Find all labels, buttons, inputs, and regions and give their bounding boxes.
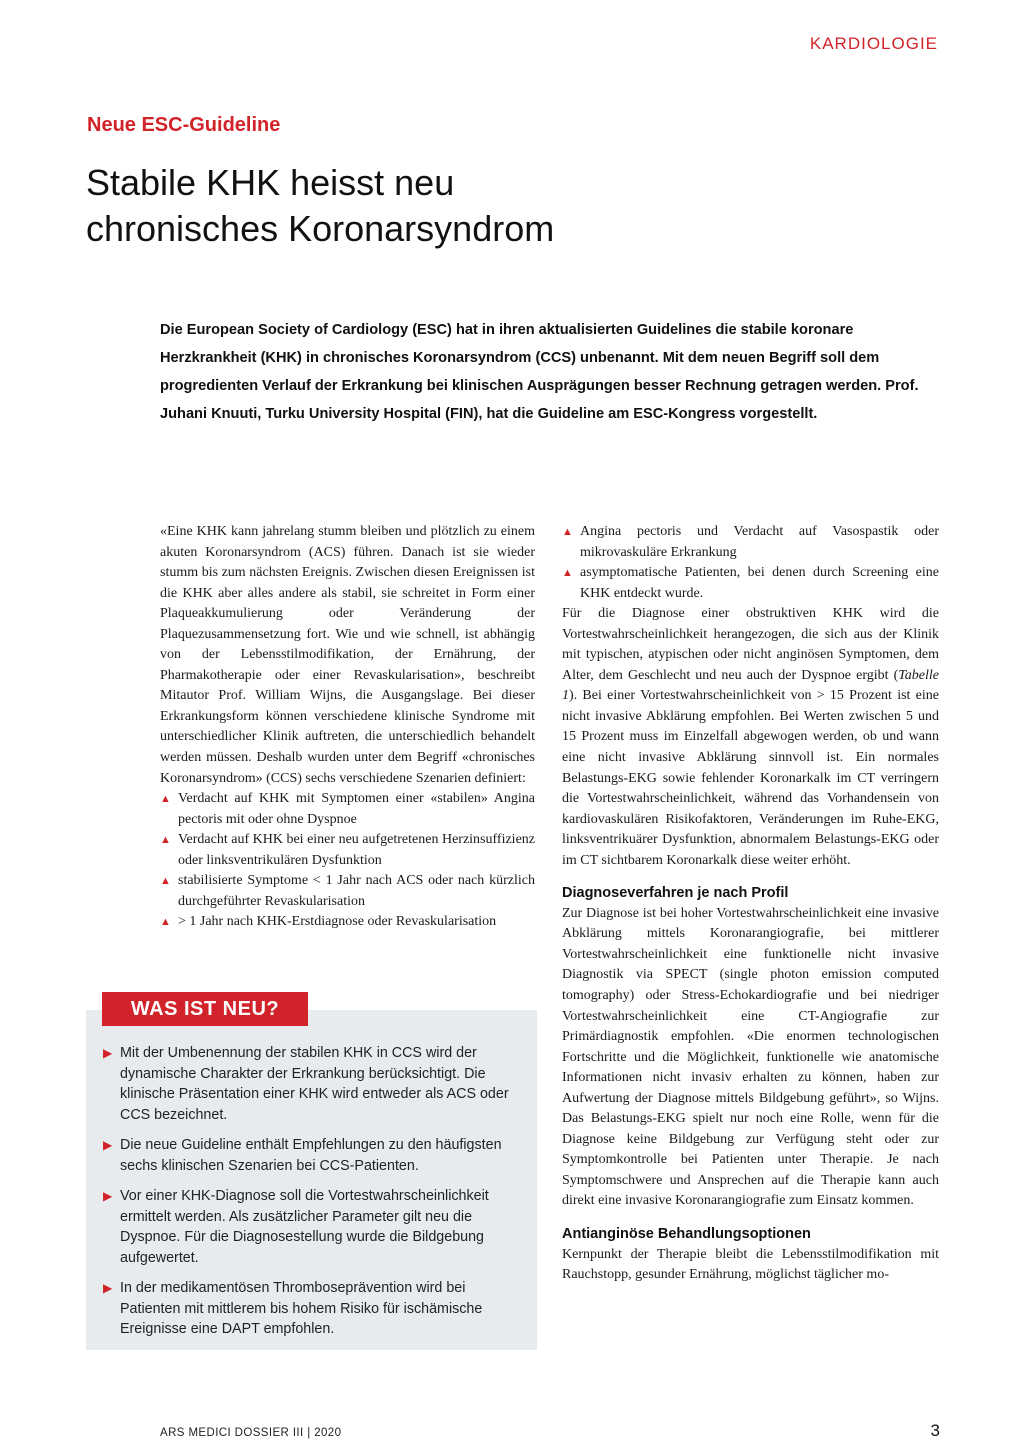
- triangle-bullet-icon: ▲: [160, 875, 171, 888]
- arrow-bullet-icon: ▶: [103, 1046, 113, 1060]
- list-item-text: Die neue Guideline enthält Empfehlungen zu den häufigsten sechs klinischen Szenarien bei CCS-Patienten.: [120, 1137, 502, 1174]
- arrow-bullet-icon: ▶: [103, 1138, 113, 1152]
- list-item: [562, 522, 939, 563]
- list-item: [103, 1135, 527, 1176]
- list-item-text: asymptomatische Patienten, bei denen durch Screening eine KHK entdeckt wurde.: [580, 565, 939, 601]
- right-column: [562, 522, 939, 1286]
- triangle-bullet-icon: ▲: [160, 916, 171, 929]
- list-item: [160, 912, 535, 933]
- list-item: [103, 1278, 527, 1340]
- list-item-text: Verdacht auf KHK bei einer neu aufgetretenen Herzinsuffizienz oder linksventrikulären Dysfunktion: [178, 832, 535, 868]
- scenario-list-left: [160, 789, 535, 933]
- list-item-text: Angina pectoris und Verdacht auf Vasospastik oder mikrovaskuläre Erkrankung: [580, 524, 939, 560]
- triangle-bullet-icon: ▲: [160, 834, 171, 847]
- list-item-text: stabilisierte Symptome < 1 Jahr nach ACS oder nach kürzlich durchgeführter Revaskularisation: [178, 873, 535, 909]
- lead-paragraph: Die European Society of Cardiology (ESC) hat in ihren aktualisierten Guidelines die stabile koronare Herzkrankheit (KHK) in chronisches Koronarsyndrom (CCS) unbenannt. Mit dem neuen Begriff soll dem progredienten Verlauf der Erkrankung bei klinischen Ausprägungen besser Rechnung getragen werden. Prof. Juhani Knuuti, Turku University Hospital (FIN), hat die Guideline am ESC-Kongress vorgestellt.: [160, 322, 919, 422]
- list-item: [103, 1186, 527, 1268]
- scenario-list-right: [562, 522, 939, 604]
- list-item-text: Verdacht auf KHK mit Symptomen einer «stabilen» Angina pectoris mit oder ohne Dyspnoe: [178, 791, 535, 827]
- info-box-label: WAS IST NEU?: [102, 992, 308, 1026]
- list-item-text: Vor einer KHK-Diagnose soll die Vortestwahrscheinlichkeit ermittelt werden. Als zusätzlicher Parameter gilt neu die Dyspnoe. Für die Diagnosestellung wurde die Bildgebung aufgewertet.: [120, 1188, 489, 1266]
- treatment-paragraph: Kernpunkt der Therapie bleibt die Lebensstilmodifikation mit Rauchstopp, gesunder Ernährung, möglichst täglicher mo-: [562, 1246, 939, 1283]
- info-box-list: [103, 1043, 527, 1350]
- publication-footer: ARS MEDICI DOSSIER III | 2020: [160, 1427, 342, 1439]
- list-item: [103, 1043, 527, 1125]
- section-tag: KARDIOLOGIE: [809, 34, 938, 53]
- diagnostics-paragraph: Zur Diagnose ist bei hoher Vortestwahrscheinlichkeit eine invasive Abklärung mittels Koronarangiografie, bei mittlerer Vortestwahrscheinlichkeit eine funktionelle nicht invasive Diagnostik via SPECT (single photon emission computed tomography) oder Stress-Echokardiografie und bei niedriger Vortestwahrscheinlichkeit eine CT-Angiografie zur Primärdiagnostik empfohlen. «Die enormen technologischen Fortschritte und die Möglichkeit, funktionelle wie anatomische Informationen nicht invasiv erhalten zu können, haben zur Aufwertung der Diagnose mittels Bildgebung geführt», so Wijns. Das Belastungs-EKG spielt nur noch eine Rolle, wenn für die Diagnose keine Bildgebung zur Verfügung steht oder zur Symptomkontrolle bei Patienten unter Therapie. Je nach Symptomschwere und Ansprechen auf die Therapie kann auch direkt eine invasive Koronarangiografie zum Einsatz kommen.: [562, 905, 939, 1209]
- list-item: [160, 871, 535, 912]
- triangle-bullet-icon: ▲: [562, 526, 573, 538]
- arrow-bullet-icon: ▶: [103, 1189, 113, 1203]
- triangle-bullet-icon: ▲: [160, 793, 171, 806]
- subheading-diagnostics: Diagnoseverfahren je nach Profil: [562, 885, 789, 902]
- left-column: [160, 522, 535, 933]
- list-item-text: Mit der Umbenennung der stabilen KHK in CCS wird der dynamische Charakter der Erkrankung berücksichtigt. Die klinische Präsentation einer KHK wird entweder als ACS oder CCS bezeichnet.: [120, 1045, 509, 1123]
- arrow-bullet-icon: ▶: [103, 1281, 113, 1295]
- list-item: [160, 789, 535, 830]
- table-reference: Tabelle 1: [562, 667, 939, 704]
- title-line-2: chronisches Koronarsyndrom: [86, 208, 555, 249]
- intro-paragraph: «Eine KHK kann jahrelang stumm bleiben und plötzlich zu einem akuten Koronarsyndrom (ACS) führen. Danach ist sie wieder stumm bis zum nächsten Ereignis. Zwischen diesen Ereignissen ist die KHK aber alles andere als stabil, sie schreitet in Form einer Plaqueakkumulierung oder Veränderung der Plaquezusammensetzung fort. Wie und wie schnell, ist abhängig von der Lebensstilmodifikation, der Ernährung, der Pharmakotherapie oder einer Revaskularisation», beschreibt Mitautor Prof. William Wijns, die Ausgangslage. Bei dieser Erkrankungsform können verschiedene klinische Syndrome mit unterschiedlicher Klinik auftreten, die unterschiedlich behandelt werden müssen. Deshalb wurden unter dem Begriff «chronisches Koronarsyndrom» (CCS) sechs verschiedene Szenarien definiert:: [160, 524, 535, 786]
- list-item: [562, 563, 939, 604]
- article-kicker: Neue ESC-Guideline: [87, 114, 281, 136]
- list-item-text: > 1 Jahr nach KHK-Erstdiagnose oder Revaskularisation: [178, 914, 497, 930]
- title-line-1: Stabile KHK heisst neu: [86, 162, 455, 203]
- diagnosis-paragraph: Für die Diagnose einer obstruktiven KHK wird die Vortestwahrscheinlichkeit herangezogen, die sich aus der Klinik mit typischen, atypischen oder nicht anginösen Symptomen, dem Alter, dem Geschlecht und neu auch der Dyspnoe ergibt (Tabelle 1). Bei einer Vortestwahrscheinlichkeit von > 15 Prozent ist eine nicht invasive Abklärung empfohlen. Bei Werten zwischen 5 und 15 Prozent muss im Einzelfall abgewogen werden, ob und wann eine nicht invasive Abklärung sinnvoll ist. Ein normales Belastungs-EKG sowie fehlender Koronarkalk im CT verringern die Vortestwahrscheinlichkeit, während das Vorhandensein von kardiovaskulären Risikofaktoren, Veränderungen im Ruhe-EKG, linksventrikuärer Dysfunktion, abnormalem Belastungs-EKG oder im CT sichtbarem Koronarkalk diese weiter erhöht.: [562, 606, 939, 868]
- page-number: 3: [930, 1421, 940, 1440]
- list-item-text: In der medikamentösen Thromboseprävention wird bei Patienten mit mittlerem bis hohem Risiko für ischämische Ereignisse eine DAPT empfohlen.: [120, 1280, 483, 1337]
- triangle-bullet-icon: ▲: [562, 567, 573, 580]
- subheading-treatment: Antianginöse Behandlungsoptionen: [562, 1226, 811, 1242]
- article-title: [86, 160, 786, 252]
- list-item: [160, 830, 535, 871]
